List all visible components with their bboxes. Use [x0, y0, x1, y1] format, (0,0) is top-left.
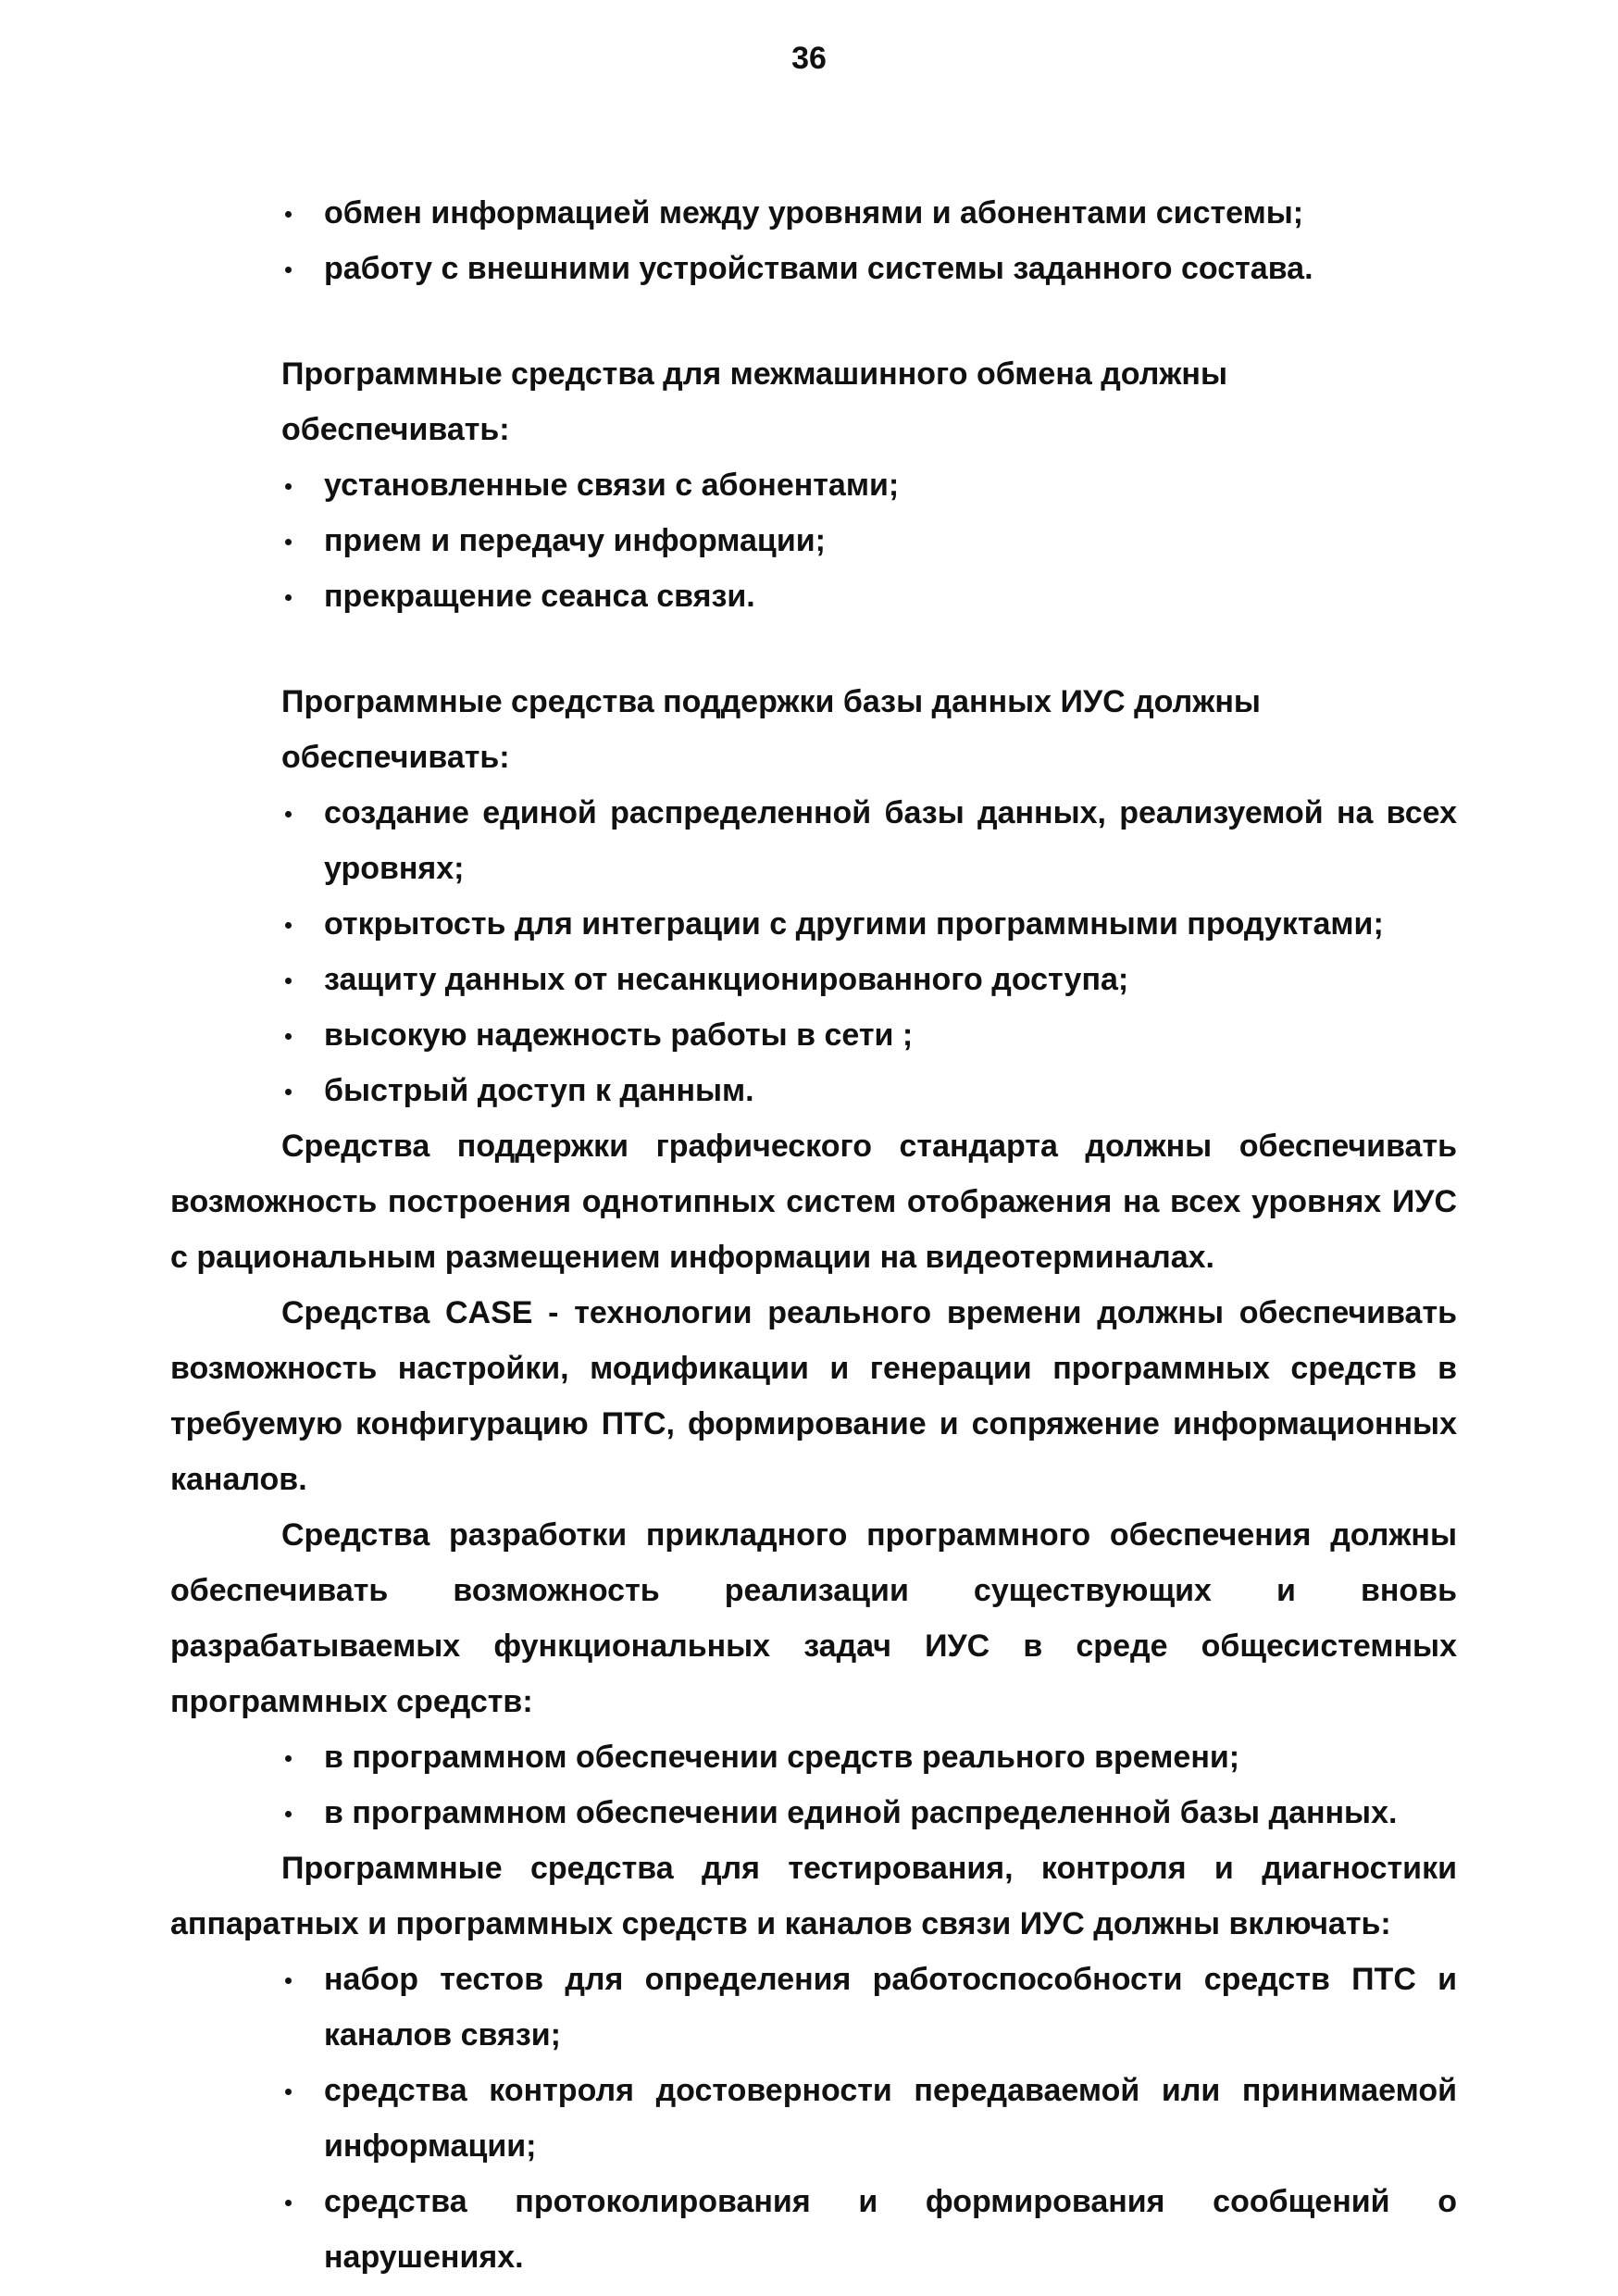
page-number: 36 [791, 41, 827, 76]
list-item: набор тестов для определения работоспособности средств ПТС и каналов связи; [324, 1962, 1457, 2053]
application-development-paragraph: Средства разработки прикладного программного обеспечения должны обеспечивать возможность реализации существующих и вновь разрабатываемых функциональных задач ИУС в среде общесистемных программных средств: [170, 1517, 1457, 1719]
list-item: открытость для интеграции с другими программными продуктами; [324, 906, 1384, 942]
testing-intro-paragraph: Программные средства для тестирования, контроля и диагностики аппаратных и программных средств и каналов связи ИУС должны включать: [170, 1851, 1457, 1941]
list-item: средства контроля достоверности передаваемой или принимаемой информации; [324, 2073, 1457, 2164]
intermachine-exchange-intro: Программные средства для межмашинного обмена должны обеспечивать: [281, 356, 1227, 447]
list-item: установленные связи с абонентами; [324, 468, 900, 503]
bullet-list-development [281, 1729, 1457, 1841]
list-item: средства протоколирования и формирования сообщений о нарушениях. [324, 2184, 1457, 2275]
page-content [170, 185, 1457, 2285]
bullet-list-testing [281, 1952, 1457, 2285]
database-support-intro: Программные средства поддержки базы данных ИУС должны обеспечивать: [281, 684, 1261, 775]
bullet-list-exchange [281, 185, 1457, 296]
list-item: прием и передачу информации; [324, 523, 826, 558]
graphics-standard-paragraph: Средства поддержки графического стандарта должны обеспечивать возможность построения однотипных систем отображения на всех уровнях ИУС с рациональным размещением информации на видеотерминалах. [170, 1129, 1457, 1275]
case-technology-paragraph: Средства CASE - технологии реального времени должны обеспечивать возможность настройки, модификации и генерации программных средств в требуемую конфигурацию ПТС, формирование и сопряжение информационных каналов. [170, 1295, 1457, 1497]
list-item: создание единой распределенной базы данных, реализуемой на всех уровнях; [324, 795, 1457, 886]
bullet-list-database [281, 785, 1457, 1118]
list-item: в программном обеспечении единой распределенной базы данных. [324, 1795, 1398, 1830]
bullet-list-intermachine [281, 457, 1457, 624]
list-item: в программном обеспечении средств реального времени; [324, 1740, 1240, 1775]
list-item: высокую надежность работы в сети ; [324, 1017, 914, 1053]
list-item: работу с внешними устройствами системы заданного состава. [324, 251, 1313, 286]
list-item: прекращение сеанса связи. [324, 579, 755, 614]
list-item: быстрый доступ к данным. [324, 1073, 754, 1108]
list-item: обмен информацией между уровнями и абонентами системы; [324, 195, 1304, 231]
list-item: защиту данных от несанкционированного доступа; [324, 962, 1129, 997]
